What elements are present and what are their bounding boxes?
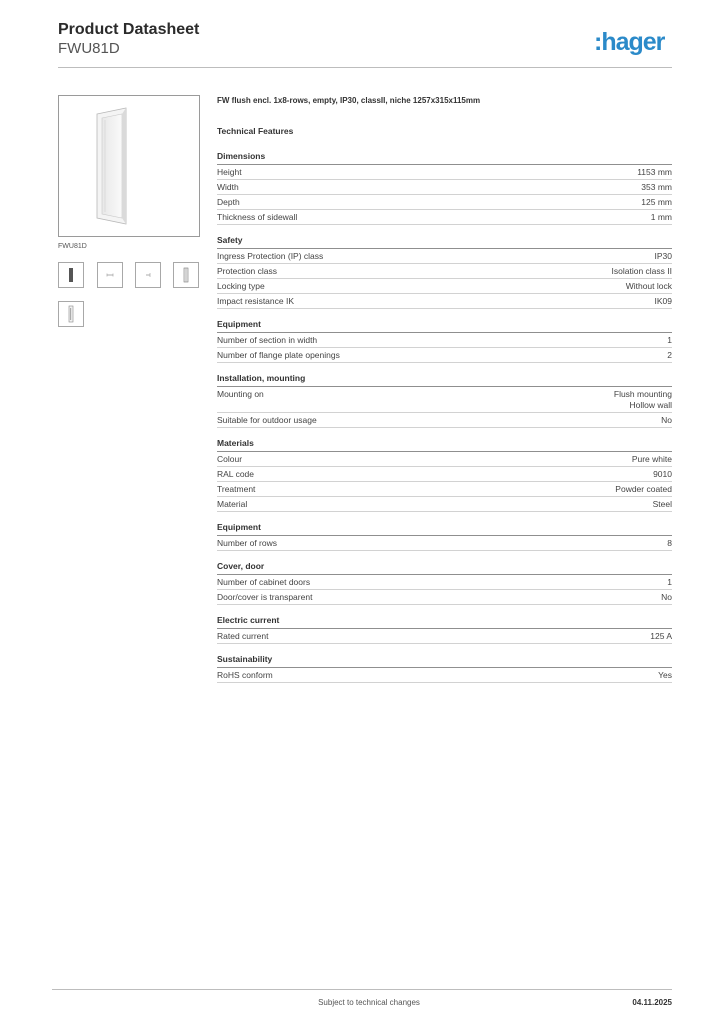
product-details — [217, 95, 672, 693]
spec-label: Protection class — [217, 266, 277, 276]
spec-row — [217, 413, 672, 428]
spec-label: Thickness of sidewall — [217, 212, 298, 222]
product-code: FWU81D — [58, 40, 120, 57]
spec-row — [217, 165, 672, 180]
footer-note: Subject to technical changes — [318, 998, 420, 1007]
spec-row — [217, 249, 672, 264]
section-title: Sustainability — [217, 654, 672, 668]
thumbnail-enclosure-front[interactable] — [58, 262, 84, 288]
hager-logo — [594, 27, 676, 59]
spec-value — [641, 197, 672, 208]
spec-row — [217, 629, 672, 644]
feature-sections — [217, 151, 672, 683]
spec-row — [217, 279, 672, 294]
section-installation-mounting — [217, 373, 672, 428]
section-equipment — [217, 522, 672, 551]
section-title: Equipment — [217, 319, 672, 333]
footer-divider — [52, 989, 672, 990]
spec-value — [661, 415, 672, 426]
thumbnail-dimension-depth[interactable] — [135, 262, 161, 288]
spec-row — [217, 668, 672, 683]
spec-value-line: Flush mounting — [613, 389, 672, 399]
spec-value-line: IP30 — [654, 251, 672, 261]
spec-value-line: 1 — [667, 576, 672, 587]
spec-label: Rated current — [217, 630, 269, 641]
spec-value-line: 1 — [667, 335, 672, 345]
spec-value-line: 353 mm — [641, 182, 672, 192]
spec-value — [655, 251, 673, 262]
spec-label: Locking type — [217, 281, 265, 291]
spec-value-line: Steel — [652, 498, 672, 509]
spec-row — [217, 348, 672, 363]
spec-value-line: 2 — [667, 350, 672, 360]
section-electric-current — [217, 615, 672, 644]
spec-value-line: 8 — [667, 537, 672, 548]
section-title: Installation, mounting — [217, 373, 672, 387]
spec-value — [615, 484, 672, 495]
hager-logo-text: :hager — [594, 28, 665, 56]
spec-label: Material — [217, 498, 248, 509]
spec-value-line: Yes — [658, 669, 672, 680]
spec-row — [217, 452, 672, 467]
section-title: Cover, door — [217, 561, 672, 575]
product-image[interactable] — [58, 95, 200, 237]
spec-value — [614, 389, 672, 410]
spec-value — [637, 167, 672, 178]
section-cover-door — [217, 561, 672, 605]
image-caption: FWU81D — [58, 243, 87, 250]
header-divider — [58, 67, 672, 68]
section-safety — [217, 235, 672, 309]
spec-value-line: Hollow wall — [629, 399, 672, 410]
spec-value — [655, 296, 673, 307]
section-equipment — [217, 319, 672, 363]
spec-label: Impact resistance IK — [217, 296, 295, 306]
spec-row — [217, 482, 672, 497]
spec-row — [217, 264, 672, 279]
section-title: Electric current — [217, 615, 672, 629]
spec-value — [632, 454, 672, 465]
section-title: Equipment — [217, 522, 672, 536]
spec-label: Mounting on — [217, 389, 264, 399]
spec-label: Number of section in width — [217, 335, 318, 345]
spec-label: Suitable for outdoor usage — [217, 414, 317, 425]
section-title: Safety — [217, 235, 672, 249]
spec-value-line: Powder coated — [615, 483, 672, 494]
thumbnail-dimension-width[interactable] — [97, 262, 123, 288]
spec-row — [217, 497, 672, 512]
spec-value-line: 9010 — [653, 468, 672, 479]
spec-value — [658, 670, 672, 681]
spec-value — [653, 469, 672, 480]
page-title: Product Datasheet — [58, 21, 200, 38]
spec-row — [217, 210, 672, 225]
spec-label: Door/cover is transparent — [217, 591, 313, 602]
spec-label: Number of flange plate openings — [217, 350, 340, 360]
section-dimensions — [217, 151, 672, 225]
spec-value-line: 125 mm — [641, 197, 672, 207]
spec-value-line: Isolation class II — [611, 266, 672, 276]
spec-value-line: 125 A — [650, 630, 672, 641]
spec-row — [217, 536, 672, 551]
spec-row — [217, 195, 672, 210]
spec-value-line: Without lock — [625, 281, 672, 291]
spec-value-line: No — [661, 591, 672, 602]
spec-value — [650, 631, 672, 642]
spec-value — [667, 577, 672, 588]
spec-row — [217, 590, 672, 605]
spec-value-line: Pure white — [631, 453, 672, 464]
spec-row — [217, 180, 672, 195]
spec-row — [217, 333, 672, 348]
spec-label: Depth — [217, 197, 240, 207]
spec-row — [217, 387, 672, 413]
spec-value — [612, 266, 672, 277]
spec-value-line: 1 mm — [650, 212, 672, 222]
section-title: Materials — [217, 438, 672, 452]
spec-value — [661, 592, 672, 603]
technical-features-heading: Technical Features — [217, 126, 294, 136]
spec-row — [217, 467, 672, 482]
product-description: FW flush encl. 1x8-rows, empty, IP30, classII, niche 1257x315x115mm — [217, 96, 481, 105]
spec-label: RoHS conform — [217, 669, 273, 680]
spec-value — [651, 212, 672, 223]
spec-value-line: No — [661, 414, 672, 425]
spec-value — [667, 538, 672, 549]
section-sustainability — [217, 654, 672, 683]
thumbnail-enclosure-side[interactable] — [173, 262, 199, 288]
spec-value — [653, 499, 672, 510]
spec-value-line: 1153 mm — [637, 167, 672, 177]
spec-label: Width — [217, 182, 239, 192]
spec-label: Ingress Protection (IP) class — [217, 251, 324, 261]
spec-row — [217, 575, 672, 590]
thumbnail-enclosure-door[interactable] — [58, 301, 84, 327]
spec-value — [641, 182, 672, 193]
spec-label: Number of cabinet doors — [217, 576, 311, 587]
spec-label: RAL code — [217, 468, 255, 479]
spec-value — [626, 281, 672, 292]
spec-label: Colour — [217, 453, 243, 464]
footer-date: 04.11.2025 — [632, 998, 672, 1007]
section-title: Dimensions — [217, 151, 672, 165]
spec-label: Height — [217, 167, 242, 177]
spec-value-line: IK09 — [654, 296, 672, 306]
section-materials — [217, 438, 672, 512]
spec-label: Number of rows — [217, 537, 277, 548]
spec-label: Treatment — [217, 483, 256, 494]
spec-value — [667, 335, 672, 346]
spec-value — [667, 350, 672, 361]
spec-row — [217, 294, 672, 309]
